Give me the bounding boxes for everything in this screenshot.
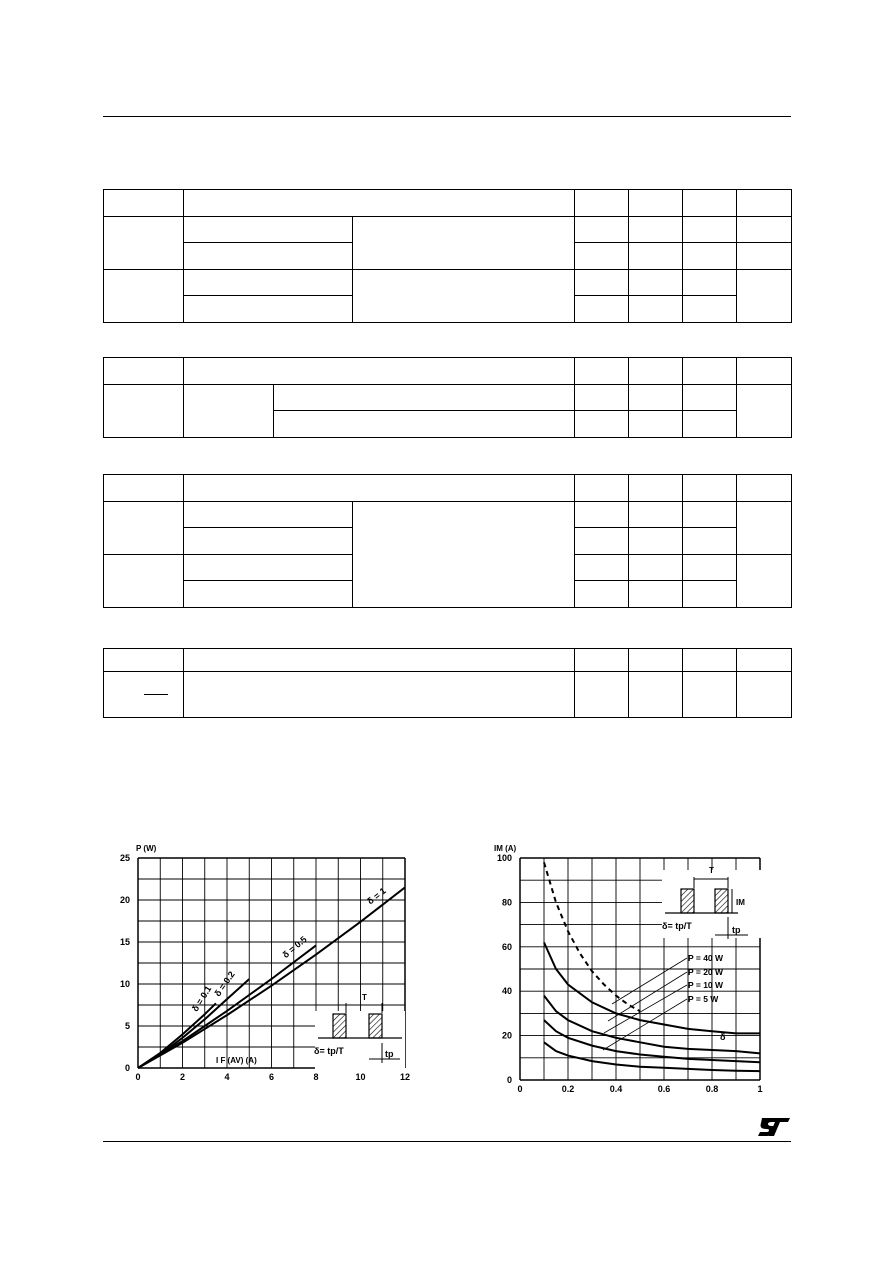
inset-pulse-2	[715, 889, 728, 913]
t1-unit-cell	[737, 270, 792, 323]
y-tick-label: 15	[119, 937, 130, 947]
t1-value-cell	[575, 296, 629, 323]
t2-header-max	[683, 358, 737, 385]
st-logo	[756, 1116, 792, 1138]
legend-item: P = 40 W	[688, 953, 724, 963]
delta-label: δ	[720, 1032, 726, 1042]
t3-header-typ	[629, 475, 683, 502]
t1-value-cell	[629, 270, 683, 296]
t1-condition-cell	[353, 217, 575, 270]
y-tick-label: 100	[496, 853, 512, 863]
t4-header-min	[575, 649, 629, 672]
inset-formula: δ= tp/T	[662, 921, 692, 931]
t4-unit-cell	[737, 672, 792, 718]
y-tick-label: 80	[501, 897, 512, 908]
t2-header-min	[575, 358, 629, 385]
chart1-xlabel: I F (AV) (A)	[216, 1056, 257, 1065]
t1-value-cell	[683, 270, 737, 296]
t1-header-max	[683, 190, 737, 217]
legend-item: P = 10 W	[688, 980, 724, 990]
y-tick-label: 60	[501, 941, 512, 952]
y-tick-label: 0	[506, 1075, 512, 1085]
series-line	[138, 1003, 216, 1068]
inset-pulse-1	[681, 889, 694, 913]
x-tick-label: 6	[268, 1072, 275, 1082]
t1-param-cell	[184, 243, 353, 270]
y-tick-label: 40	[501, 986, 512, 997]
t3-param-cell	[184, 555, 353, 581]
t1-value-cell	[575, 270, 629, 296]
chart2-ylabel: IM (A)	[494, 844, 517, 853]
t2-subparam-cell	[274, 411, 575, 438]
x-tick-label: 4	[224, 1072, 230, 1082]
t4-header-symbol	[104, 649, 184, 672]
t2-header-symbol	[104, 358, 184, 385]
t3-symbol-cell	[104, 502, 184, 555]
t2-unit-cell	[737, 385, 792, 438]
t1-header-symbol	[104, 190, 184, 217]
chart1-inset	[314, 993, 405, 1069]
t1-value-cell	[575, 217, 629, 243]
t3-value-cell	[575, 555, 629, 581]
t2-value-cell	[575, 411, 629, 438]
series-label: δ = 1	[365, 885, 388, 907]
y-tick-label: 10	[119, 979, 130, 989]
x-tick-label: 10	[355, 1072, 366, 1082]
inset-pulse-label: tp	[732, 925, 741, 935]
t3-unit-cell	[737, 502, 792, 555]
t2-value-cell	[683, 385, 737, 411]
y-tick-label: 0	[124, 1063, 130, 1073]
x-tick-label: 12	[399, 1072, 411, 1082]
x-tick-label: 0.2	[561, 1084, 575, 1094]
t3-value-cell	[683, 528, 737, 555]
legend-item: P = 20 W	[688, 967, 724, 977]
t4-header-unit	[737, 649, 792, 672]
y-tick-label: 20	[501, 1030, 512, 1041]
t2-value-cell	[629, 411, 683, 438]
series-line	[544, 942, 760, 1033]
power-dissipation-chart	[100, 835, 430, 1100]
peak-current-chart	[470, 835, 780, 1100]
t3-condition-cell	[353, 502, 575, 608]
t1-header-min	[575, 190, 629, 217]
t3-header-symbol	[104, 475, 184, 502]
x-tick-label: 0	[135, 1072, 141, 1082]
inset-current-label: IM	[736, 898, 745, 907]
t4-header-parameter	[184, 649, 575, 672]
t1-value-cell	[683, 296, 737, 323]
series-label: δ = 0.2	[212, 969, 237, 999]
t3-value-cell	[629, 528, 683, 555]
t1-param-cell	[184, 217, 353, 243]
table-2	[103, 357, 792, 438]
series-label: δ = 0.1	[189, 984, 214, 1014]
x-tick-label: 0	[517, 1084, 523, 1094]
t2-header-unit	[737, 358, 792, 385]
x-tick-label: 1	[757, 1084, 763, 1094]
t1-value-cell	[683, 217, 737, 243]
t3-value-cell	[575, 581, 629, 608]
inset-pulse-2	[369, 1014, 382, 1038]
y-tick-label: 25	[119, 853, 130, 863]
chart2-inset	[662, 866, 762, 939]
t4-value-cell	[575, 672, 629, 718]
inset-formula: δ= tp/T	[314, 1046, 344, 1056]
x-tick-label: 0.8	[705, 1084, 719, 1094]
series-line	[544, 1042, 760, 1071]
fraction-bar	[144, 694, 168, 695]
inset-period-label: T	[362, 993, 367, 1002]
t3-value-cell	[629, 555, 683, 581]
table-3	[103, 474, 792, 608]
t3-param-cell	[184, 581, 353, 608]
t3-value-cell	[575, 528, 629, 555]
t2-subparam-cell	[274, 385, 575, 411]
t3-param-cell	[184, 528, 353, 555]
inset-pulse-1	[333, 1014, 346, 1038]
t1-condition-cell	[353, 270, 575, 323]
t3-header-min	[575, 475, 629, 502]
table-4	[103, 648, 792, 718]
t2-param-cell	[184, 385, 274, 438]
t2-header-parameter	[184, 358, 575, 385]
inset-period-label: T	[709, 866, 714, 875]
t3-value-cell	[629, 502, 683, 528]
t2-header-typ	[629, 358, 683, 385]
x-tick-label: 2	[179, 1072, 186, 1082]
t2-value-cell	[575, 385, 629, 411]
t1-header-parameter	[184, 190, 575, 217]
t1-value-cell	[629, 217, 683, 243]
t3-value-cell	[683, 555, 737, 581]
t2-value-cell	[683, 411, 737, 438]
series-line	[544, 1020, 760, 1062]
t3-param-cell	[184, 502, 353, 528]
t1-symbol-cell	[104, 270, 184, 323]
t3-value-cell	[683, 581, 737, 608]
t1-header-unit	[737, 190, 792, 217]
t3-value-cell	[575, 502, 629, 528]
x-tick-label: 0.4	[609, 1084, 623, 1094]
t1-unit-cell	[737, 217, 792, 243]
t1-value-cell	[683, 243, 737, 270]
header-rule	[103, 116, 791, 117]
legend-item: P = 5 W	[688, 994, 719, 1004]
y-tick-label: 20	[119, 895, 130, 905]
t1-value-cell	[629, 296, 683, 323]
t3-symbol-cell	[104, 555, 184, 608]
t3-value-cell	[629, 581, 683, 608]
t4-param-cell	[184, 672, 575, 718]
t1-symbol-cell	[104, 217, 184, 270]
t1-value-cell	[575, 243, 629, 270]
t3-header-max	[683, 475, 737, 502]
inset-pulse-label: tp	[385, 1049, 394, 1059]
t1-value-cell	[629, 243, 683, 270]
t1-unit-cell	[737, 243, 792, 270]
t3-header-unit	[737, 475, 792, 502]
x-tick-label: 8	[313, 1072, 319, 1082]
table-1	[103, 189, 792, 323]
t3-value-cell	[683, 502, 737, 528]
y-tick-label: 5	[124, 1021, 130, 1031]
t4-header-typ	[629, 649, 683, 672]
series-label: δ = 0.5	[280, 934, 309, 961]
t1-param-cell	[184, 270, 353, 296]
t1-header-typ	[629, 190, 683, 217]
t4-value-cell	[629, 672, 683, 718]
t2-symbol-cell	[104, 385, 184, 438]
t3-header-parameter	[184, 475, 575, 502]
t1-param-cell	[184, 296, 353, 323]
series-line	[544, 996, 760, 1054]
t2-value-cell	[629, 385, 683, 411]
t4-value-cell	[683, 672, 737, 718]
chart1-ylabel: P (W)	[136, 844, 157, 853]
x-tick-label: 0.6	[657, 1084, 671, 1094]
t4-symbol-cell	[104, 672, 184, 718]
footer-rule	[103, 1141, 791, 1142]
t3-unit-cell	[737, 555, 792, 608]
t4-header-max	[683, 649, 737, 672]
